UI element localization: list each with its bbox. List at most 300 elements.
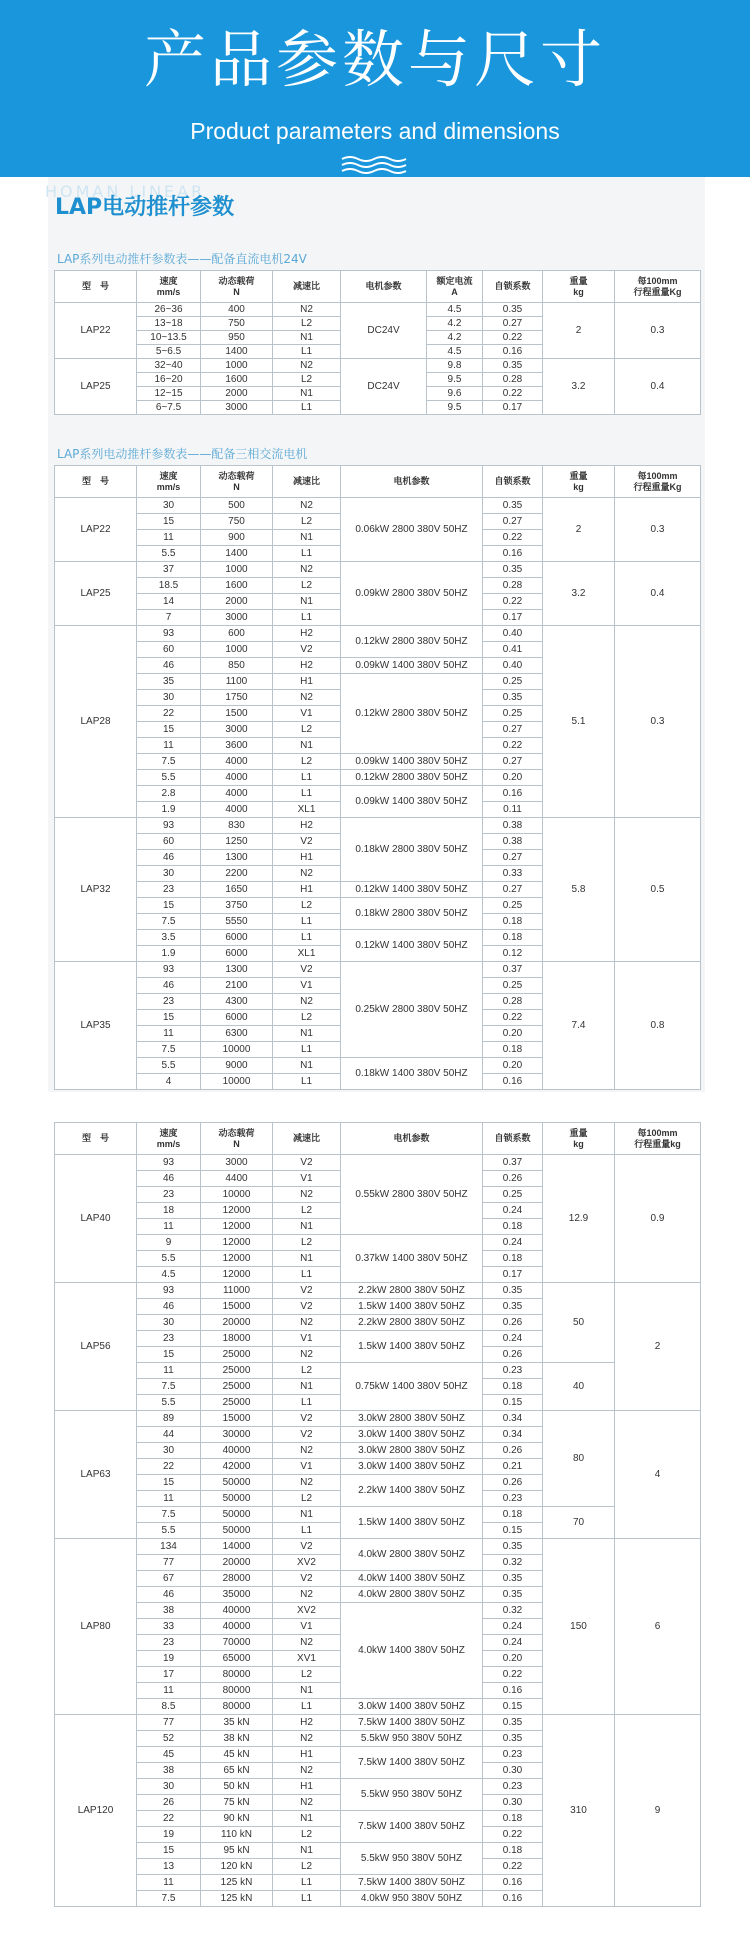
- ratio-cell: V1: [273, 1331, 341, 1347]
- selflock-cell: 0.16: [483, 546, 543, 562]
- selflock-cell: 0.23: [483, 1779, 543, 1795]
- selflock-cell: 0.18: [483, 930, 543, 946]
- weight-cell: 3.2: [543, 359, 615, 415]
- selflock-cell: 0.26: [483, 1443, 543, 1459]
- speed-cell: 44: [137, 1427, 201, 1443]
- selflock-cell: 0.16: [483, 1074, 543, 1090]
- column-header: 动态载荷 N: [201, 1123, 273, 1155]
- load-cell: 5550: [201, 914, 273, 930]
- ratio-cell: L1: [273, 930, 341, 946]
- ratio-cell: N1: [273, 1507, 341, 1523]
- motor-cell: 0.75kW 1400 380V 50HZ: [341, 1363, 483, 1411]
- load-cell: 1500: [201, 706, 273, 722]
- speed-cell: 1.9: [137, 802, 201, 818]
- section-title: [45, 182, 235, 221]
- ratio-cell: N2: [273, 1475, 341, 1491]
- selflock-cell: 0.35: [483, 1299, 543, 1315]
- speed-cell: 46: [137, 850, 201, 866]
- motor-cell: 0.12kW 1400 380V 50HZ: [341, 882, 483, 898]
- selflock-cell: 0.33: [483, 866, 543, 882]
- selflock-cell: 0.15: [483, 1523, 543, 1539]
- selflock-cell: 0.25: [483, 1187, 543, 1203]
- selflock-cell: 0.18: [483, 1811, 543, 1827]
- load-cell: 2000: [201, 594, 273, 610]
- model-cell: LAP32: [55, 818, 137, 962]
- table-row: [55, 562, 701, 578]
- selflock-cell: 0.27: [483, 722, 543, 738]
- selflock-cell: 0.34: [483, 1411, 543, 1427]
- selflock-cell: 0.35: [483, 1715, 543, 1731]
- selflock-cell: 0.20: [483, 1026, 543, 1042]
- speed-cell: 23: [137, 1635, 201, 1651]
- ratio-cell: N2: [273, 866, 341, 882]
- ratio-cell: H2: [273, 818, 341, 834]
- selflock-cell: 0.26: [483, 1315, 543, 1331]
- load-cell: 70000: [201, 1635, 273, 1651]
- ratio-cell: L1: [273, 345, 341, 359]
- speed-cell: 7.5: [137, 1507, 201, 1523]
- banner-subtitle: Product parameters and dimensions: [190, 118, 560, 144]
- load-cell: 1000: [201, 562, 273, 578]
- speed-cell: 60: [137, 834, 201, 850]
- selflock-cell: 0.30: [483, 1763, 543, 1779]
- ratio-cell: N1: [273, 1811, 341, 1827]
- ratio-cell: N1: [273, 1219, 341, 1235]
- current-cell: 4.2: [427, 331, 483, 345]
- load-cell: 18000: [201, 1331, 273, 1347]
- load-cell: 400: [201, 303, 273, 317]
- speed-cell: 18.5: [137, 578, 201, 594]
- selflock-cell: 0.18: [483, 1379, 543, 1395]
- load-cell: 2200: [201, 866, 273, 882]
- load-cell: 1650: [201, 882, 273, 898]
- motor-cell: 0.12kW 2800 380V 50HZ: [341, 770, 483, 786]
- selflock-cell: 0.35: [483, 498, 543, 514]
- ratio-cell: N2: [273, 1443, 341, 1459]
- speed-cell: 23: [137, 1187, 201, 1203]
- speed-cell: 7.5: [137, 754, 201, 770]
- ratio-cell: L2: [273, 578, 341, 594]
- speed-cell: 5~6.5: [137, 345, 201, 359]
- load-cell: 3000: [201, 722, 273, 738]
- load-cell: 120 kN: [201, 1859, 273, 1875]
- motor-cell: 0.25kW 2800 380V 50HZ: [341, 962, 483, 1058]
- ratio-cell: L2: [273, 1491, 341, 1507]
- selflock-cell: 0.12: [483, 946, 543, 962]
- ratio-cell: L2: [273, 514, 341, 530]
- load-cell: 4000: [201, 754, 273, 770]
- load-cell: 4300: [201, 994, 273, 1010]
- motor-cell: 0.06kW 2800 380V 50HZ: [341, 498, 483, 562]
- load-cell: 80000: [201, 1667, 273, 1683]
- motor-cell: 1.5kW 1400 380V 50HZ: [341, 1299, 483, 1315]
- load-cell: 12000: [201, 1267, 273, 1283]
- speed-cell: 93: [137, 1155, 201, 1171]
- weight-cell: 2: [543, 303, 615, 359]
- ratio-cell: V2: [273, 1299, 341, 1315]
- selflock-cell: 0.18: [483, 1251, 543, 1267]
- load-cell: 2100: [201, 978, 273, 994]
- column-header: 重量 kg: [543, 466, 615, 498]
- speed-cell: 7.5: [137, 914, 201, 930]
- column-header: 每100mm 行程重量kg: [615, 1123, 701, 1155]
- speed-cell: 5.5: [137, 1058, 201, 1074]
- load-cell: 80000: [201, 1683, 273, 1699]
- weight-cell: 150: [543, 1539, 615, 1715]
- selflock-cell: 0.37: [483, 1155, 543, 1171]
- ratio-cell: L2: [273, 754, 341, 770]
- ratio-cell: L2: [273, 1859, 341, 1875]
- speed-cell: 5.5: [137, 1523, 201, 1539]
- load-cell: 45 kN: [201, 1747, 273, 1763]
- selflock-cell: 0.15: [483, 1699, 543, 1715]
- ratio-cell: N1: [273, 530, 341, 546]
- speed-cell: 35: [137, 674, 201, 690]
- ratio-cell: L2: [273, 373, 341, 387]
- weight-cell: 70: [543, 1507, 615, 1539]
- selflock-cell: 0.35: [483, 690, 543, 706]
- motor-cell: 4.0kW 950 380V 50HZ: [341, 1891, 483, 1907]
- ratio-cell: N1: [273, 1026, 341, 1042]
- stroke-weight-cell: 0.3: [615, 626, 701, 818]
- speed-cell: 22: [137, 1459, 201, 1475]
- ratio-cell: L1: [273, 610, 341, 626]
- selflock-cell: 0.35: [483, 1731, 543, 1747]
- load-cell: 50000: [201, 1475, 273, 1491]
- selflock-cell: 0.24: [483, 1331, 543, 1347]
- selflock-cell: 0.34: [483, 1427, 543, 1443]
- ratio-cell: L1: [273, 1074, 341, 1090]
- model-cell: LAP25: [55, 562, 137, 626]
- load-cell: 9000: [201, 1058, 273, 1074]
- selflock-cell: 0.16: [483, 1683, 543, 1699]
- speed-cell: 26: [137, 1795, 201, 1811]
- ratio-cell: V1: [273, 1459, 341, 1475]
- ratio-cell: V2: [273, 962, 341, 978]
- motor-cell: 3.0kW 1400 380V 50HZ: [341, 1427, 483, 1443]
- load-cell: 90 kN: [201, 1811, 273, 1827]
- selflock-cell: 0.25: [483, 674, 543, 690]
- load-cell: 25000: [201, 1379, 273, 1395]
- speed-cell: 30: [137, 690, 201, 706]
- table-row: [55, 1411, 701, 1427]
- load-cell: 3750: [201, 898, 273, 914]
- column-header: 减速比: [273, 271, 341, 303]
- ratio-cell: L1: [273, 770, 341, 786]
- speed-cell: 22: [137, 1811, 201, 1827]
- load-cell: 12000: [201, 1235, 273, 1251]
- speed-cell: 37: [137, 562, 201, 578]
- speed-cell: 14: [137, 594, 201, 610]
- selflock-cell: 0.15: [483, 1395, 543, 1411]
- stroke-weight-cell: 0.3: [615, 498, 701, 562]
- speed-cell: 11: [137, 1363, 201, 1379]
- header-banner: [0, 0, 750, 177]
- ratio-cell: N2: [273, 303, 341, 317]
- motor-cell: 2.2kW 2800 380V 50HZ: [341, 1315, 483, 1331]
- ratio-cell: V2: [273, 1427, 341, 1443]
- motor-cell: 5.5kW 950 380V 50HZ: [341, 1779, 483, 1811]
- ratio-cell: L1: [273, 1875, 341, 1891]
- selflock-cell: 0.24: [483, 1619, 543, 1635]
- motor-cell: 0.09kW 1400 380V 50HZ: [341, 658, 483, 674]
- ratio-cell: V1: [273, 1619, 341, 1635]
- column-header: 速度 mm/s: [137, 1123, 201, 1155]
- current-cell: 4.2: [427, 317, 483, 331]
- selflock-cell: 0.27: [483, 317, 543, 331]
- speed-cell: 18: [137, 1203, 201, 1219]
- ratio-cell: V1: [273, 978, 341, 994]
- column-header: 重量 kg: [543, 1123, 615, 1155]
- motor-cell: 0.12kW 2800 380V 50HZ: [341, 626, 483, 658]
- load-cell: 25000: [201, 1363, 273, 1379]
- selflock-cell: 0.23: [483, 1747, 543, 1763]
- load-cell: 75 kN: [201, 1795, 273, 1811]
- selflock-cell: 0.30: [483, 1795, 543, 1811]
- motor-cell: 4.0kW 2800 380V 50HZ: [341, 1587, 483, 1603]
- ratio-cell: V2: [273, 642, 341, 658]
- speed-cell: 11: [137, 1026, 201, 1042]
- motor-cell: 3.0kW 2800 380V 50HZ: [341, 1411, 483, 1427]
- column-header: 速度 mm/s: [137, 466, 201, 498]
- model-cell: LAP56: [55, 1283, 137, 1411]
- stroke-weight-cell: 6: [615, 1539, 701, 1715]
- speed-cell: 1.9: [137, 946, 201, 962]
- selflock-cell: 0.35: [483, 1283, 543, 1299]
- selflock-cell: 0.22: [483, 738, 543, 754]
- selflock-cell: 0.40: [483, 626, 543, 642]
- weight-cell: 5.1: [543, 626, 615, 818]
- ratio-cell: H1: [273, 850, 341, 866]
- load-cell: 11000: [201, 1283, 273, 1299]
- load-cell: 850: [201, 658, 273, 674]
- load-cell: 1100: [201, 674, 273, 690]
- ratio-cell: N2: [273, 1731, 341, 1747]
- ratio-cell: L2: [273, 1363, 341, 1379]
- ratio-cell: XV2: [273, 1603, 341, 1619]
- model-cell: LAP22: [55, 303, 137, 359]
- load-cell: 6300: [201, 1026, 273, 1042]
- speed-cell: 23: [137, 1331, 201, 1347]
- load-cell: 10000: [201, 1074, 273, 1090]
- speed-cell: 46: [137, 1587, 201, 1603]
- load-cell: 1300: [201, 850, 273, 866]
- column-header: 型 号: [55, 1123, 137, 1155]
- speed-cell: 11: [137, 738, 201, 754]
- motor-cell: 4.0kW 1400 380V 50HZ: [341, 1603, 483, 1699]
- selflock-cell: 0.23: [483, 1363, 543, 1379]
- speed-cell: 52: [137, 1731, 201, 1747]
- table-row: [55, 1363, 701, 1379]
- load-cell: 1400: [201, 546, 273, 562]
- weight-cell: 3.2: [543, 562, 615, 626]
- load-cell: 10000: [201, 1187, 273, 1203]
- speed-cell: 15: [137, 898, 201, 914]
- load-cell: 1600: [201, 373, 273, 387]
- speed-cell: 11: [137, 1491, 201, 1507]
- speed-cell: 30: [137, 1443, 201, 1459]
- selflock-cell: 0.32: [483, 1555, 543, 1571]
- ratio-cell: L1: [273, 1395, 341, 1411]
- ratio-cell: V1: [273, 1171, 341, 1187]
- table-row: [55, 498, 701, 514]
- load-cell: 14000: [201, 1539, 273, 1555]
- ratio-cell: V1: [273, 706, 341, 722]
- stroke-weight-cell: 0.3: [615, 303, 701, 359]
- load-cell: 1250: [201, 834, 273, 850]
- motor-cell: 7.5kW 1400 380V 50HZ: [341, 1875, 483, 1891]
- ratio-cell: N2: [273, 1795, 341, 1811]
- stroke-weight-cell: 0.8: [615, 962, 701, 1090]
- load-cell: 4400: [201, 1171, 273, 1187]
- ratio-cell: V2: [273, 1283, 341, 1299]
- selflock-cell: 0.22: [483, 594, 543, 610]
- speed-cell: 15: [137, 514, 201, 530]
- column-header: 自锁系数: [483, 271, 543, 303]
- load-cell: 6000: [201, 946, 273, 962]
- speed-cell: 13: [137, 1859, 201, 1875]
- column-header: 型 号: [55, 271, 137, 303]
- ratio-cell: N1: [273, 1251, 341, 1267]
- speed-cell: 46: [137, 1299, 201, 1315]
- ratio-cell: N1: [273, 1058, 341, 1074]
- speed-cell: 4: [137, 1074, 201, 1090]
- selflock-cell: 0.24: [483, 1203, 543, 1219]
- load-cell: 80000: [201, 1699, 273, 1715]
- ratio-cell: L1: [273, 1523, 341, 1539]
- load-cell: 15000: [201, 1299, 273, 1315]
- ratio-cell: N1: [273, 387, 341, 401]
- column-header: 减速比: [273, 1123, 341, 1155]
- selflock-cell: 0.26: [483, 1475, 543, 1491]
- motor-cell: DC24V: [341, 359, 427, 415]
- motor-cell: 5.5kW 950 380V 50HZ: [341, 1843, 483, 1875]
- speed-cell: 19: [137, 1651, 201, 1667]
- load-cell: 750: [201, 514, 273, 530]
- load-cell: 50000: [201, 1507, 273, 1523]
- selflock-cell: 0.27: [483, 850, 543, 866]
- motor-cell: 0.37kW 1400 380V 50HZ: [341, 1235, 483, 1283]
- speed-cell: 46: [137, 658, 201, 674]
- speed-cell: 60: [137, 642, 201, 658]
- selflock-cell: 0.20: [483, 1651, 543, 1667]
- ratio-cell: L1: [273, 1891, 341, 1907]
- ratio-cell: V2: [273, 1155, 341, 1171]
- motor-cell: 2.2kW 1400 380V 50HZ: [341, 1475, 483, 1507]
- speed-cell: 7: [137, 610, 201, 626]
- model-cell: LAP40: [55, 1155, 137, 1283]
- speed-cell: 11: [137, 530, 201, 546]
- selflock-cell: 0.27: [483, 882, 543, 898]
- load-cell: 600: [201, 626, 273, 642]
- table-row: [55, 303, 701, 317]
- speed-cell: 45: [137, 1747, 201, 1763]
- speed-cell: 77: [137, 1715, 201, 1731]
- speed-cell: 32~40: [137, 359, 201, 373]
- selflock-cell: 0.26: [483, 1347, 543, 1363]
- speed-cell: 93: [137, 818, 201, 834]
- current-cell: 9.5: [427, 373, 483, 387]
- motor-cell: 5.5kW 950 380V 50HZ: [341, 1731, 483, 1747]
- ratio-cell: L1: [273, 1267, 341, 1283]
- ratio-cell: L1: [273, 914, 341, 930]
- ratio-cell: L2: [273, 1235, 341, 1251]
- motor-cell: 4.0kW 1400 380V 50HZ: [341, 1571, 483, 1587]
- speed-cell: 15: [137, 1347, 201, 1363]
- selflock-cell: 0.18: [483, 1843, 543, 1859]
- ratio-cell: N2: [273, 1763, 341, 1779]
- current-cell: 9.6: [427, 387, 483, 401]
- ratio-cell: N2: [273, 1315, 341, 1331]
- ratio-cell: N1: [273, 738, 341, 754]
- load-cell: 2000: [201, 387, 273, 401]
- load-cell: 4000: [201, 802, 273, 818]
- selflock-cell: 0.18: [483, 914, 543, 930]
- load-cell: 125 kN: [201, 1891, 273, 1907]
- load-cell: 42000: [201, 1459, 273, 1475]
- selflock-cell: 0.40: [483, 658, 543, 674]
- load-cell: 50000: [201, 1523, 273, 1539]
- selflock-cell: 0.25: [483, 706, 543, 722]
- speed-cell: 30: [137, 1779, 201, 1795]
- speed-cell: 13~18: [137, 317, 201, 331]
- speed-cell: 93: [137, 626, 201, 642]
- ratio-cell: L2: [273, 1667, 341, 1683]
- ratio-cell: N2: [273, 359, 341, 373]
- load-cell: 125 kN: [201, 1875, 273, 1891]
- ratio-cell: L1: [273, 546, 341, 562]
- load-cell: 1400: [201, 345, 273, 359]
- selflock-cell: 0.18: [483, 1219, 543, 1235]
- speed-cell: 15: [137, 1843, 201, 1859]
- stroke-weight-cell: 2: [615, 1283, 701, 1411]
- speed-cell: 23: [137, 882, 201, 898]
- load-cell: 3000: [201, 1155, 273, 1171]
- selflock-cell: 0.41: [483, 642, 543, 658]
- speed-cell: 38: [137, 1763, 201, 1779]
- ratio-cell: L1: [273, 786, 341, 802]
- stroke-weight-cell: 0.4: [615, 562, 701, 626]
- motor-cell: 0.12kW 2800 380V 50HZ: [341, 674, 483, 754]
- motor-cell: 4.0kW 2800 380V 50HZ: [341, 1539, 483, 1571]
- current-cell: 9.5: [427, 401, 483, 415]
- ratio-cell: H1: [273, 882, 341, 898]
- ratio-cell: L2: [273, 898, 341, 914]
- speed-cell: 12~15: [137, 387, 201, 401]
- spec-table-2: [54, 465, 701, 1090]
- speed-cell: 33: [137, 1619, 201, 1635]
- weight-cell: 12.9: [543, 1155, 615, 1283]
- speed-cell: 17: [137, 1667, 201, 1683]
- weight-cell: 40: [543, 1363, 615, 1411]
- speed-cell: 38: [137, 1603, 201, 1619]
- speed-cell: 11: [137, 1683, 201, 1699]
- load-cell: 12000: [201, 1251, 273, 1267]
- speed-cell: 89: [137, 1411, 201, 1427]
- load-cell: 35 kN: [201, 1715, 273, 1731]
- load-cell: 20000: [201, 1555, 273, 1571]
- motor-cell: 0.09kW 1400 380V 50HZ: [341, 786, 483, 818]
- column-header: 重量 kg: [543, 271, 615, 303]
- speed-cell: 67: [137, 1571, 201, 1587]
- motor-cell: DC24V: [341, 303, 427, 359]
- speed-cell: 8.5: [137, 1699, 201, 1715]
- selflock-cell: 0.38: [483, 818, 543, 834]
- selflock-cell: 0.28: [483, 994, 543, 1010]
- load-cell: 30000: [201, 1427, 273, 1443]
- spec-table-3: [54, 1122, 701, 1907]
- ratio-cell: H2: [273, 1715, 341, 1731]
